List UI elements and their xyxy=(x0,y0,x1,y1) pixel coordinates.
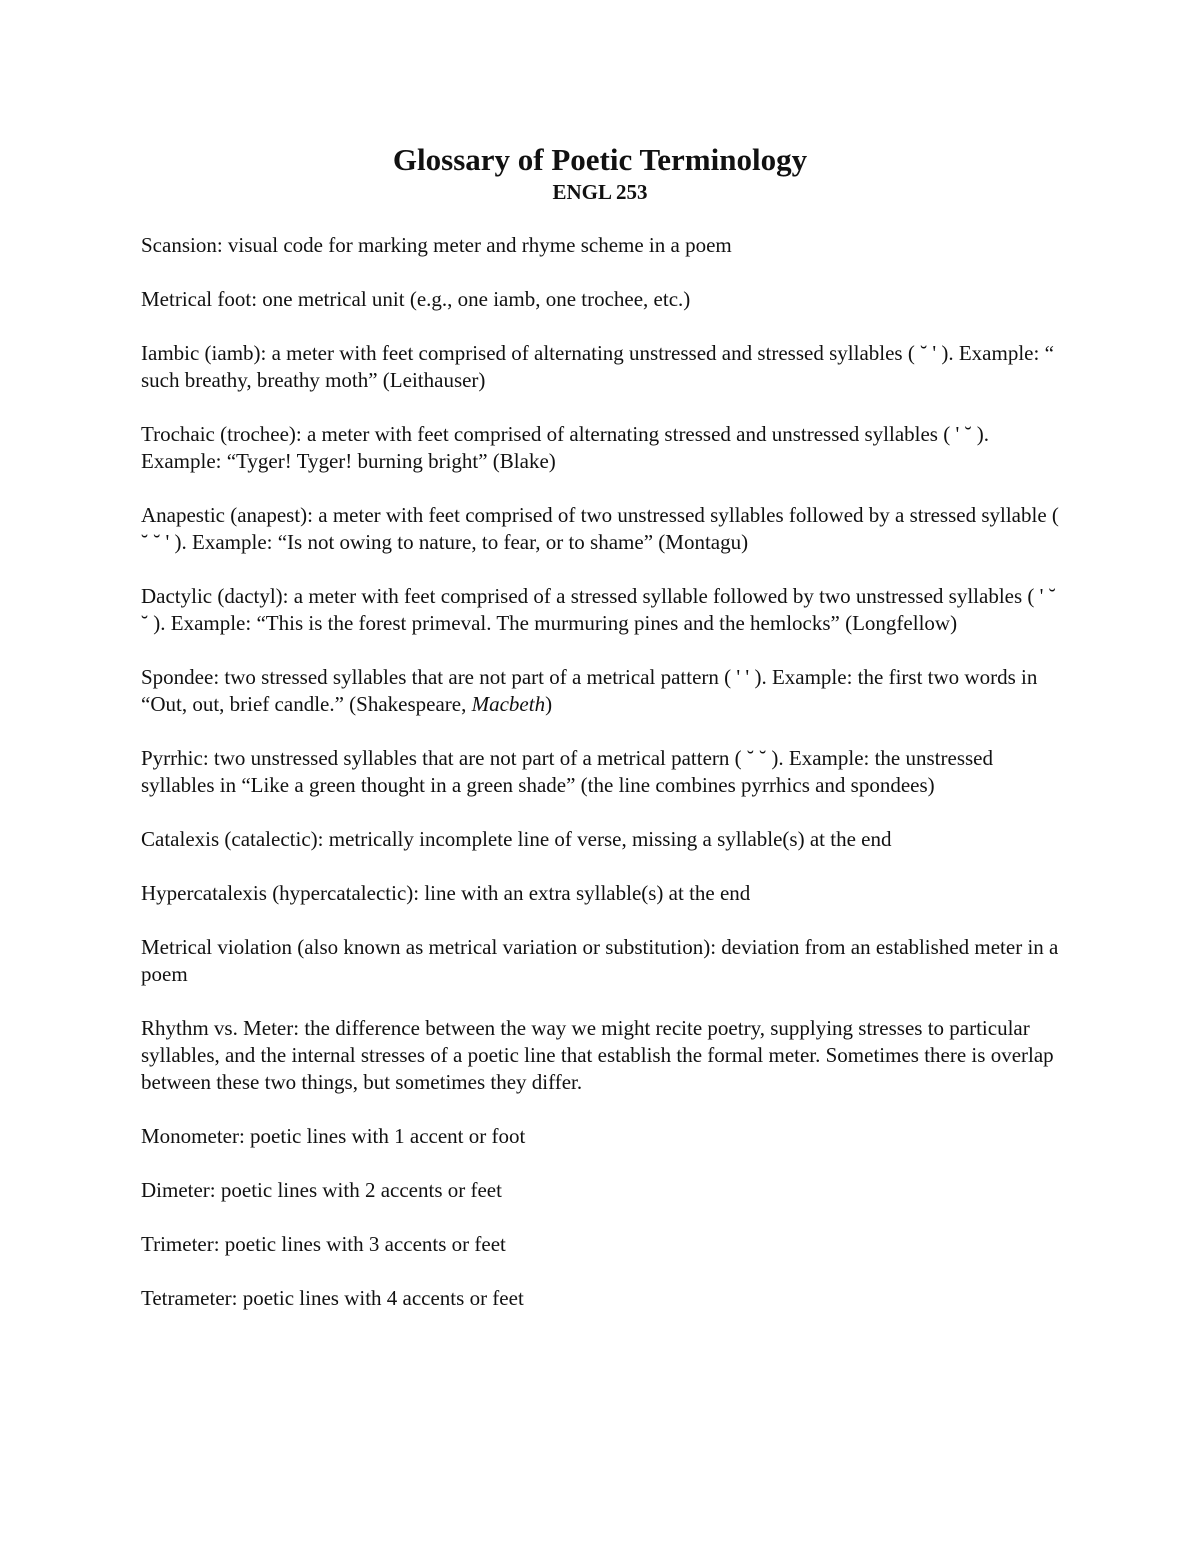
glossary-entry-metrical-violation: Metrical violation (also known as metrical variation or substitution): deviation from an established meter in a poem xyxy=(141,935,1059,986)
page-title: Glossary of Poetic Terminology xyxy=(392,142,808,177)
glossary-entry-metrical-foot: Metrical foot: one metrical unit (e.g., one iamb, one trochee, etc.) xyxy=(141,287,691,311)
spondee-text: Spondee: two stressed syllables that are not part of a metrical pattern ( ' ' ). Example: the first two words in “Out, out, brief candle.” (Shakespeare, xyxy=(141,665,1038,716)
spondee-text-end: ) xyxy=(545,692,553,716)
glossary-entry-rhythm-vs-meter: Rhythm vs. Meter: the difference between the way we might recite poetry, supplying stresses to particular syllables, and the internal stresses of a poetic line that establish the formal meter. Sometimes there is overlap between these two things, but sometimes they differ. xyxy=(141,1016,1054,1094)
glossary-entry-iambic: Iambic (iamb): a meter with feet comprised of alternating unstressed and stressed syllables ( ˘ ' ). Example: “ such breathy, breathy moth” (Leithauser) xyxy=(141,341,1054,392)
glossary-entry-scansion: Scansion: visual code for marking meter and rhyme scheme in a poem xyxy=(141,233,732,257)
course-code: ENGL 253 xyxy=(552,180,648,204)
glossary-entry-monometer: Monometer: poetic lines with 1 accent or foot xyxy=(141,1124,526,1148)
glossary-entry-dimeter: Dimeter: poetic lines with 2 accents or feet xyxy=(141,1178,502,1202)
glossary-entry-trimeter: Trimeter: poetic lines with 3 accents or feet xyxy=(141,1232,506,1256)
glossary-list xyxy=(141,232,1061,1339)
spondee-italic-title: Macbeth xyxy=(471,692,546,716)
glossary-entry-pyrrhic: Pyrrhic: two unstressed syllables that are not part of a metrical pattern ( ˘ ˘ ). Example: the unstressed syllables in “Like a green thought in a green shade” (the line combines pyrrhics and spondees) xyxy=(141,746,993,797)
glossary-entry-spondee xyxy=(141,664,1061,718)
glossary-entry-catalexis: Catalexis (catalectic): metrically incomplete line of verse, missing a syllable(s) at the end xyxy=(141,827,892,851)
glossary-entry-dactylic: Dactylic (dactyl): a meter with feet comprised of a stressed syllable followed by two unstressed syllables ( ' ˘ ˘ ). Example: “This is the forest primeval. The murmuring pines and the hemlocks” (Longfellow) xyxy=(141,584,1056,635)
glossary-entry-hypercatalexis: Hypercatalexis (hypercatalectic): line with an extra syllable(s) at the end xyxy=(141,881,751,905)
glossary-entry-trochaic: Trochaic (trochee): a meter with feet comprised of alternating stressed and unstressed syllables ( ' ˘ ). Example: “Tyger! Tyger! burning bright” (Blake) xyxy=(141,422,989,473)
glossary-entry-anapestic: Anapestic (anapest): a meter with feet comprised of two unstressed syllables followed by a stressed syllable ( ˘ ˘ ' ). Example: “Is not owing to nature, to fear, or to shame” (Montagu) xyxy=(141,503,1059,554)
glossary-entry-tetrameter: Tetrameter: poetic lines with 4 accents or feet xyxy=(141,1286,524,1310)
